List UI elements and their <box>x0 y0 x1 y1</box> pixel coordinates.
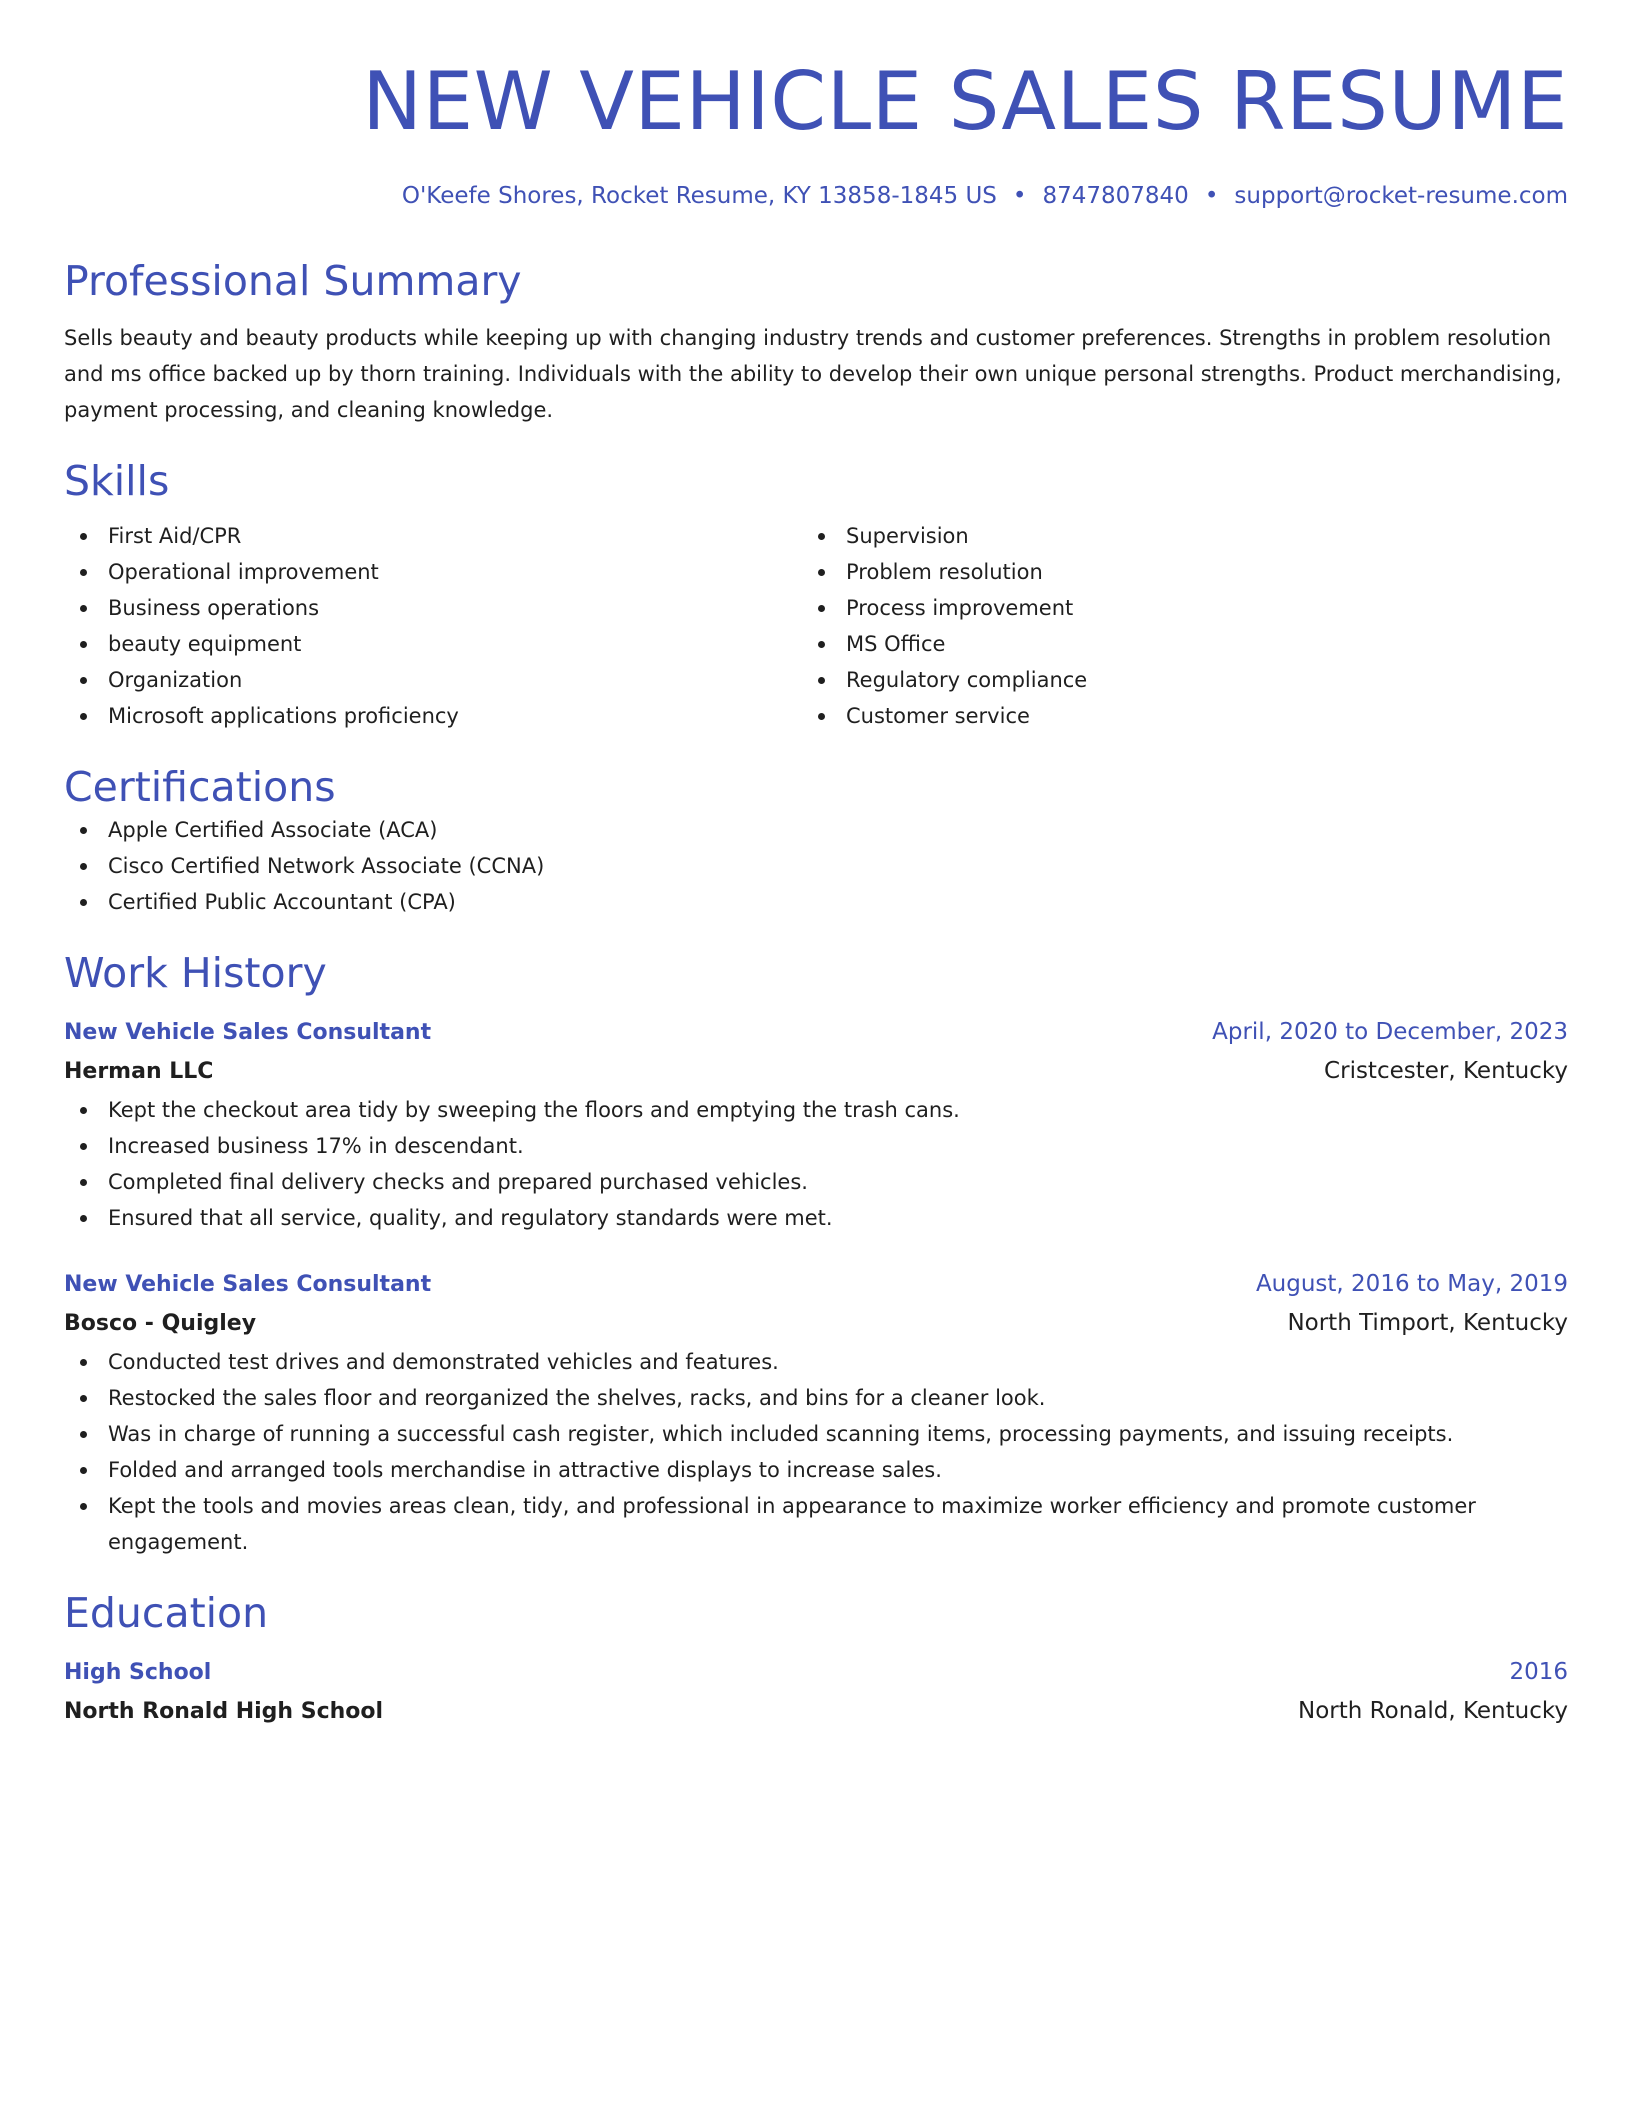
job-title: New Vehicle Sales Consultant <box>64 1020 432 1045</box>
contact-separator: • <box>1204 183 1219 209</box>
job-location: North Timport, Kentucky <box>1287 1310 1568 1336</box>
job-bullet: Restocked the sales floor and reorganized the shelves, racks, and bins for a cleaner look. <box>64 1380 1568 1416</box>
job-entry <box>64 1014 1568 1236</box>
education-year: 2016 <box>1509 1659 1568 1685</box>
job-header-row <box>64 1014 1568 1051</box>
education-location: North Ronald, Kentucky <box>1298 1698 1568 1724</box>
job-header-row <box>64 1266 1568 1303</box>
certification-item: Apple Certified Associate (ACA) <box>64 812 1568 848</box>
job-bullet: Increased business 17% in descendant. <box>64 1128 1568 1164</box>
job-bullet: Kept the checkout area tidy by sweeping the floors and emptying the trash cans. <box>64 1092 1568 1128</box>
skill-item: Process improvement <box>802 590 1540 626</box>
contact-phone: 8747807840 <box>1042 183 1189 209</box>
skill-item: Business operations <box>64 590 802 626</box>
job-bullet: Conducted test drives and demonstrated vehicles and features. <box>64 1344 1568 1380</box>
job-company-row <box>64 1303 1568 1344</box>
section-title-work-history: Work History <box>64 949 327 997</box>
job-title: New Vehicle Sales Consultant <box>64 1272 432 1297</box>
skill-item: Problem resolution <box>802 554 1540 590</box>
contact-address: O'Keefe Shores, Rocket Resume, KY 13858-1845 US <box>401 183 997 209</box>
job-bullet: Kept the tools and movies areas clean, tidy, and professional in appearance to maximize worker efficiency and promote customer engagement. <box>64 1488 1568 1560</box>
education-school: North Ronald High School <box>64 1699 384 1724</box>
job-company: Bosco - Quigley <box>64 1311 257 1336</box>
skill-item: Organization <box>64 662 802 698</box>
certification-item: Cisco Certified Network Associate (CCNA) <box>64 848 1568 884</box>
contact-separator: • <box>1012 183 1027 209</box>
job-bullet: Was in charge of running a successful cash register, which included scanning items, processing payments, and issuing receipts. <box>64 1416 1568 1452</box>
summary-text: Sells beauty and beauty products while keeping up with changing industry trends and customer preferences. Strengths in problem resolution and ms office backed up by thorn training. Individuals with the ability to develop their own unique personal strengths. Product merchandising, payment processing, and cleaning knowledge. <box>64 326 1562 422</box>
resume-title: NEW VEHICLE SALES RESUME <box>362 55 1568 148</box>
contact-line <box>64 180 1568 212</box>
skill-item: Regulatory compliance <box>802 662 1540 698</box>
education-entry <box>64 1654 1568 1732</box>
section-title-certifications: Certifications <box>64 763 336 811</box>
job-dates: April, 2020 to December, 2023 <box>1212 1019 1568 1045</box>
education-school-row <box>64 1691 1568 1732</box>
section-title-education: Education <box>64 1589 269 1637</box>
skill-item: First Aid/CPR <box>64 518 802 554</box>
contact-email[interactable]: support@rocket-resume.com <box>1234 183 1568 209</box>
job-bullet-list <box>64 1344 1568 1560</box>
job-bullet-list <box>64 1092 1568 1236</box>
job-dates: August, 2016 to May, 2019 <box>1255 1271 1568 1297</box>
section-title-skills: Skills <box>64 457 170 505</box>
job-bullet: Ensured that all service, quality, and regulatory standards were met. <box>64 1200 1568 1236</box>
education-degree: High School <box>64 1660 212 1685</box>
section-title-summary: Professional Summary <box>64 257 522 305</box>
job-location: Cristcester, Kentucky <box>1324 1058 1568 1084</box>
certification-item: Certified Public Accountant (CPA) <box>64 884 1568 920</box>
job-bullet: Completed final delivery checks and prepared purchased vehicles. <box>64 1164 1568 1200</box>
skill-item: Operational improvement <box>64 554 802 590</box>
skill-item: Customer service <box>802 698 1540 734</box>
skills-grid <box>64 518 1568 734</box>
skill-item: Supervision <box>802 518 1540 554</box>
education-header-row <box>64 1654 1568 1691</box>
skills-list-left <box>64 518 802 734</box>
skill-item: beauty equipment <box>64 626 802 662</box>
skills-list-right <box>802 518 1540 734</box>
job-bullet: Folded and arranged tools merchandise in attractive displays to increase sales. <box>64 1452 1568 1488</box>
job-company: Herman LLC <box>64 1059 214 1084</box>
certifications-list <box>64 812 1568 920</box>
job-company-row <box>64 1051 1568 1092</box>
skill-item: MS Office <box>802 626 1540 662</box>
skill-item: Microsoft applications proficiency <box>64 698 802 734</box>
job-entry <box>64 1266 1568 1560</box>
